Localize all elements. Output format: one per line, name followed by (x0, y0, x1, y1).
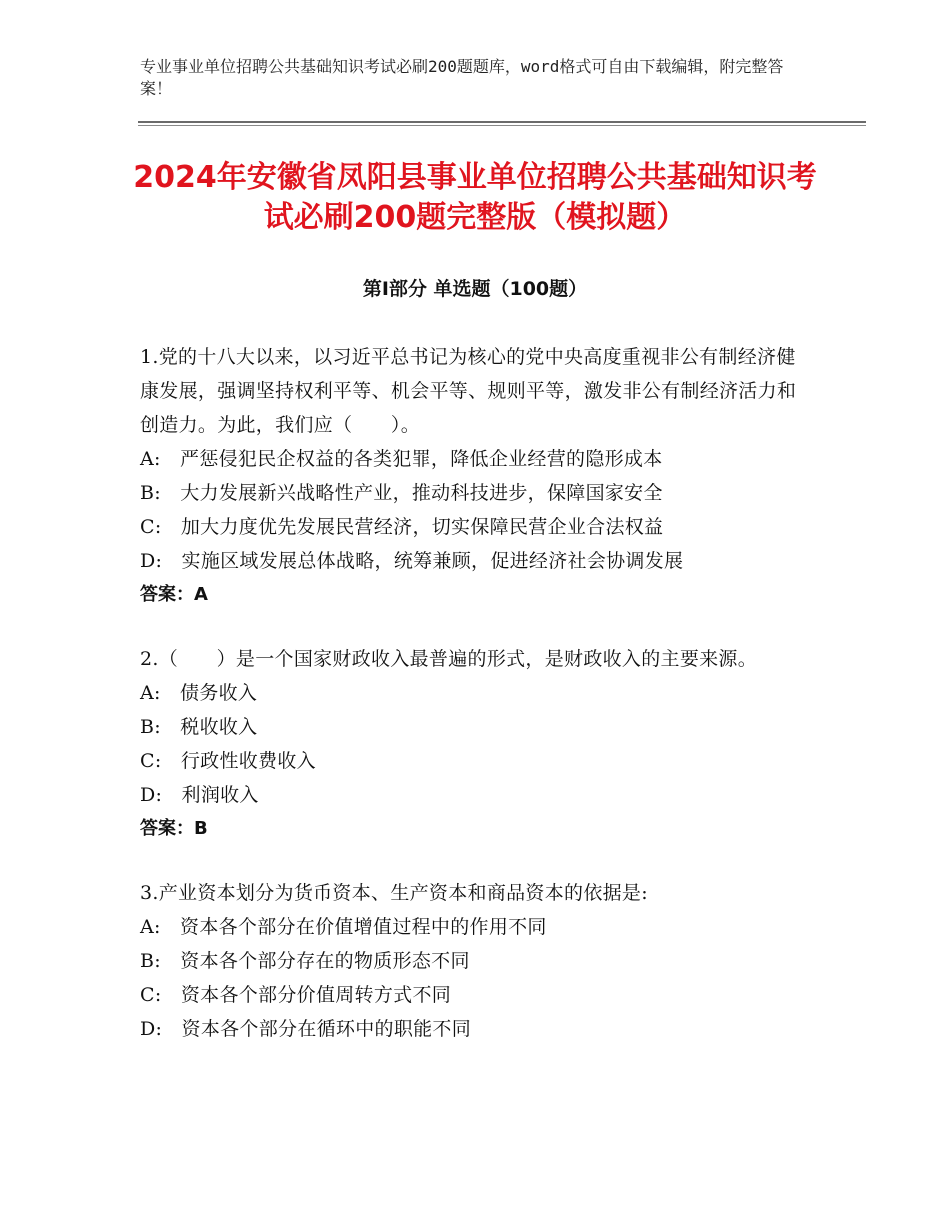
option-c: C: 行政性收费收入 (140, 750, 316, 772)
option-b: B: 资本各个部分存在的物质形态不同 (140, 950, 470, 972)
option-a: A: 资本各个部分在价值增值过程中的作用不同 (140, 916, 547, 938)
answer: 答案：A (140, 584, 208, 605)
question-stem: 1.党的十八大以来，以习近平总书记为核心的党中央高度重视非公有制经济健康发展，强调坚持权利平等、机会平等、规则平等，激发非公有制经济活力和创造力。为此，我们应（ ）。 (140, 346, 797, 436)
header-note: 专业事业单位招聘公共基础知识考试必刷200题题库，word格式可自由下载编辑，附完整答案！ (140, 57, 784, 98)
question-stem: 3.产业资本划分为货币资本、生产资本和商品资本的依据是: (140, 882, 648, 904)
question-3 (140, 876, 810, 1046)
section-heading: 第Ⅰ部分 单选题（100题） (362, 278, 588, 300)
option-b: B: 税收收入 (140, 716, 258, 738)
question-stem: 2.（ ）是一个国家财政收入最普遍的形式，是财政收入的主要来源。 (140, 648, 758, 670)
option-d: D: 实施区域发展总体战略，统筹兼顾，促进经济社会协调发展 (140, 550, 684, 572)
option-b: B: 大力发展新兴战略性产业，推动科技进步，保障国家安全 (140, 482, 663, 504)
option-d: D: 利润收入 (140, 784, 259, 806)
answer: 答案：B (140, 818, 208, 839)
question-list (140, 340, 810, 1076)
question-1 (140, 340, 810, 612)
header-divider-thin (138, 125, 866, 126)
option-d: D: 资本各个部分在循环中的职能不同 (140, 1018, 472, 1040)
question-2 (140, 642, 810, 846)
option-a: A: 债务收入 (140, 682, 258, 704)
option-c: C: 资本各个部分价值周转方式不同 (140, 984, 452, 1006)
header-divider (138, 121, 866, 123)
option-a: A: 严惩侵犯民企权益的各类犯罪，降低企业经营的隐形成本 (140, 448, 663, 470)
option-c: C: 加大力度优先发展民营经济，切实保障民营企业合法权益 (140, 516, 664, 538)
document-title: 2024年安徽省凤阳县事业单位招聘公共基础知识考试必刷200题完整版（模拟题） (133, 160, 817, 235)
